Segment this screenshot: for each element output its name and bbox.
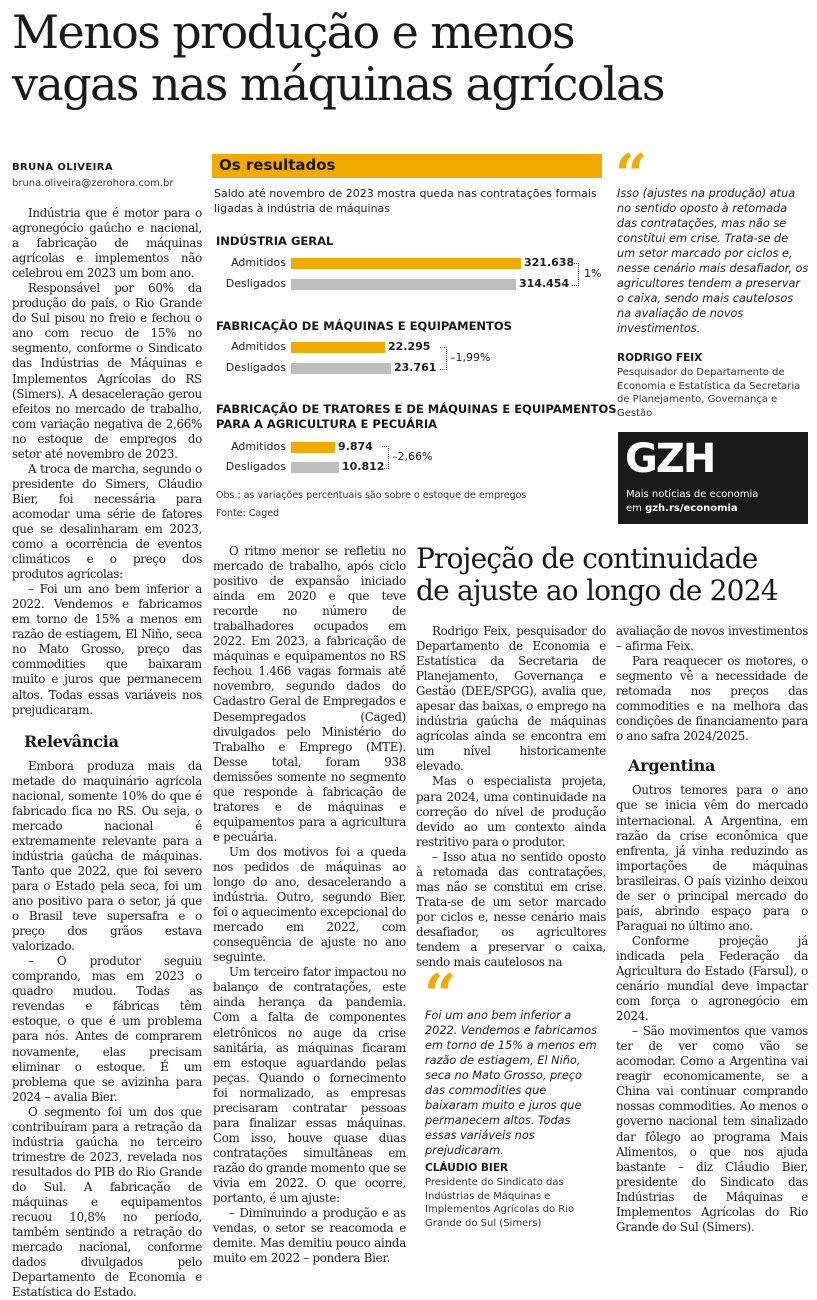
bar-value: 321.638 bbox=[524, 256, 575, 269]
bar-desligados-tratores bbox=[291, 462, 339, 473]
variation-bracket bbox=[382, 446, 389, 469]
quote-author-role: Pesquisador do Departamento de Economia e Estatística da Secretaria de Planejamento, Governança e Gestão bbox=[617, 367, 801, 419]
paragraph: Embora produza mais da metade do maquinário agrícola nacional, somente 10% do que é fabricado fica no RS. Ou seja, o mercado nacional é extremamente relevante para a indústria gaúcha de máquinas. Tanto que 2022, que foi severo para o Estado pela seca, foi um ano positivo para o setor, já que o Brasil teve supersafra e o preço dos grãos estava valorizado. bbox=[12, 758, 202, 954]
chart-heading: Os resultados bbox=[219, 156, 336, 174]
chart-source: Fonte: Caged bbox=[216, 508, 280, 519]
bar-label-admitidos: Admitidos bbox=[231, 256, 286, 269]
bar-label-desligados: Desligados bbox=[225, 361, 286, 374]
headline-line-2: vagas nas máquinas agrícolas bbox=[12, 57, 664, 111]
quote-mark-icon: “ bbox=[615, 142, 648, 208]
variation-value: 1% bbox=[584, 267, 602, 280]
headline-line-1: Menos produção e menos bbox=[12, 5, 574, 59]
bar-label-desligados: Desligados bbox=[225, 460, 286, 473]
paragraph: Conforme projeção já indicada pela Federação da Agricultura do Estado (Farsul), o cenário mundial deve impactar com força o agronegócio em 2024. bbox=[616, 933, 808, 1024]
bar-label-admitidos: Admitidos bbox=[231, 340, 286, 353]
chart-group-label-2: FABRICAÇÃO DE MÁQUINAS E EQUIPAMENTOS bbox=[216, 319, 512, 333]
variation-bracket bbox=[572, 263, 579, 286]
paragraph: – Diminuindo a produção e as vendas, o setor se reacomoda e demite. Mas demitiu pouco ainda muito em 2022 – pondera Bier. bbox=[213, 1206, 406, 1266]
article-column-1 bbox=[12, 206, 202, 1300]
chart-group-label-3-line-1: FABRICAÇÃO DE TRATORES E DE MÁQUINAS E EQUIPAMENTOS bbox=[216, 402, 617, 416]
chart-group-label-3-line-2: PARA A AGRICULTURA E PECUÁRIA bbox=[216, 417, 438, 431]
article-column-3 bbox=[416, 624, 606, 970]
paragraph: Outros temores para o ano que se inicia vêm do mercado internacional. A Argentina, em razão da crise econômica que enfrenta, já vinha reduzindo as importações de máquinas brasileiras. O país vizinho deixou de ser o principal mercado do país, abrindo espaço para o Paraguai no último ano. bbox=[616, 783, 808, 933]
headline bbox=[12, 6, 812, 110]
section-headline-projecao bbox=[416, 543, 814, 607]
chart-group-label-1: INDÚSTRIA GERAL bbox=[216, 234, 334, 248]
bar-desligados-maquinas bbox=[291, 363, 391, 374]
gzh-promo-link-line bbox=[626, 503, 738, 514]
paragraph: Um dos motivos foi a queda nos pedidos de máquinas ao longo do ano, desacelerando a indústria. Outro, segundo Bier, foi o aquecimento excepcional do mercado em 2022, com consequência de ajuste no ano seguinte. bbox=[213, 844, 406, 965]
bar-admitidos-maquinas bbox=[291, 342, 385, 353]
subhead-relevancia: Relevância bbox=[24, 731, 119, 751]
bar-value: 9.874 bbox=[338, 440, 373, 453]
bar-value: 22.295 bbox=[388, 340, 431, 353]
pull-quote-feix: Isso (ajustes na produção) atua no sentido oposto à retomada das contratações, mas não se constitui em crise. Trata-se de um setor marcado por ciclos e, nesse cenário mais desafiador, os agricultores tendem a preservar o caixa, sendo mais cautelosos na avaliação de novos investimentos. bbox=[617, 187, 809, 335]
paragraph: O ritmo menor se refletiu no mercado de trabalho, após ciclo positivo de expansão iniciado ainda em 2020 e que teve recorde no número de trabalhadores ocupados em 2022. Em 2023, a fabricação de máquinas e equipamentos no RS fechou 1.466 vagas formais até novembro, segundo dados do Cadastro Geral de Empregados e Desempregados (Caged) divulgados pelo Ministério do Trabalho e Emprego (MTE). Desse total, foram 938 demissões somente no segmento que responde à fabricação de tratores e de máquinas e equipamentos para a agricultura e pecuária. bbox=[213, 544, 406, 844]
variation-bracket bbox=[440, 347, 447, 370]
paragraph: Para reaquecer os motores, o segmento vê a necessidade de retomada nos preços das commodities e na melhora das condições de financiamento para o ano safra 2024/2025. bbox=[616, 654, 808, 744]
author-name: BRUNA OLIVEIRA bbox=[12, 162, 113, 173]
paragraph: avaliação de novos investimentos – afirma Feix. bbox=[616, 624, 808, 654]
author-email[interactable]: bruna.oliveira@zerohora.com.br bbox=[12, 178, 174, 189]
paragraph: Indústria que é motor para o agronegócio gaúcho e nacional, a fabricação de máquinas agrícolas e implementos não celebrou em 2023 um bom ano. bbox=[12, 206, 202, 281]
bar-label-desligados: Desligados bbox=[225, 277, 286, 290]
chart-group-label-3 bbox=[216, 402, 617, 432]
variation-value: –2,66% bbox=[392, 450, 433, 463]
gzh-link-prefix: em bbox=[626, 503, 646, 514]
paragraph: Mas o especialista projeta, para 2024, uma continuidade na correção do nível de produção devido ao um contexto ainda restritivo para o produtor. bbox=[416, 774, 606, 849]
paragraph: Rodrigo Feix, pesquisador do Departamento de Economia e Estatística da Secretaria de Planejamento, Governança e Gestão (DEE/SPGG), avalia que, apesar das baixas, o emprego na indústria gaúcha de máquinas agrícolas ainda se encontra em um nível historicamente elevado. bbox=[416, 624, 606, 774]
bar-value: 23.761 bbox=[394, 361, 437, 374]
quote-author-role: Presidente do Sindicato das Indústrias de Máquinas e Implementos Agrícolas do Rio Grande do Sul (Simers) bbox=[425, 1177, 575, 1229]
bar-desligados-industria-geral bbox=[291, 279, 516, 290]
gzh-logo: GZH bbox=[625, 436, 715, 482]
quote-author-name: CLÁUDIO BIER bbox=[425, 1162, 509, 1174]
quote-author-name: RODRIGO FEIX bbox=[617, 352, 703, 364]
chart-heading-bar bbox=[212, 154, 602, 178]
bar-admitidos-industria-geral bbox=[291, 258, 521, 269]
article-column-4 bbox=[616, 624, 808, 1235]
gzh-promo-text: Mais notícias de economia bbox=[626, 489, 759, 500]
paragraph: Responsável por 60% da produção do país, o Rio Grande do Sul pisou no freio e fechou o ano com recuo de 15% no segmento, conforme o Sindicato das Indústrias de Máquinas e Implementos Agrícolas do RS (Simers). A desaceleração gerou efeitos no mercado de trabalho, com variação negativa de 2,66% no estoque de empregos do setor até novembro de 2023. bbox=[12, 281, 202, 461]
chart-intro: Saldo até novembro de 2023 mostra queda nas contratações formais ligadas à indústria de máquinas bbox=[214, 187, 597, 215]
quote-mark-icon: “ bbox=[424, 962, 457, 1028]
section-headline-line-2: de ajuste ao longo de 2024 bbox=[416, 574, 778, 607]
bar-value: 314.454 bbox=[519, 277, 570, 290]
article-column-2 bbox=[213, 544, 406, 1266]
paragraph: – Isso atua no sentido oposto à retomada das contratações, mas não se constitui em crise. Trata-se de um setor marcado por ciclos e, nesse cenário mais desafiador, os agricultores tendem a preservar o caixa, sendo mais cautelosos na bbox=[416, 849, 606, 970]
bar-admitidos-tratores bbox=[291, 442, 335, 453]
paragraph: – São movimentos que vamos ter de ver como vão se acomodar. Como a Argentina vai reagir economicamente, se a China vai continuar comprando nossas commodities. Ao menos o governo nacional tem sinalizado dar fôlego ao programa Mais Alimentos, o que nos ajuda bastante – diz Cláudio Bier, presidente do Sindicato das Indústrias de Máquinas e Implementos Agrícolas do Rio Grande do Sul (Simers). bbox=[616, 1024, 808, 1234]
pull-quote-bier: Foi um ano bem inferior a 2022. Vendemos e fabricamos em torno de 15% a menos em razão de estiagem, El Niño, seca no Mato Grosso, preço das commodities que baixaram muito e juros que permanecem altos. Todas essas variáveis nos prejudicaram. bbox=[425, 1009, 597, 1157]
gzh-link[interactable]: gzh.rs/economia bbox=[645, 503, 738, 514]
paragraph: – O produtor seguiu comprando, mas em 2023 o quadro mudou. Todas as revendas e fábricas têm estoque, o que é um problema para nós. Antes de comprarem novamente, elas precisam eliminar o estoque. É um problema que se avizinha para 2024 – avalia Bier. bbox=[12, 954, 202, 1104]
paragraph: – Foi um ano bem inferior a 2022. Vendemos e fabricamos em torno de 15% a menos em razão de estiagem, El Niño, seca no Mato Grosso, preço das commodities que baixaram muito e juros que permanecem altos. Todas essas variáveis nos prejudicaram. bbox=[12, 582, 202, 717]
bar-label-admitidos: Admitidos bbox=[231, 440, 286, 453]
section-headline-line-1: Projeção de continuidade bbox=[416, 542, 758, 575]
paragraph: Um terceiro fator impactou no balanço de contratações, este ainda herança da pandemia. Com a falta de componentes eletrônicos no auge da crise sanitária, as máquinas ficaram em estoque aguardando pelas peças. Quando o fornecimento foi normalizado, as empresas precisaram contratar pessoas para finalizar essas máquinas. Com isso, houve quase duas contratações simultâneas em razão do grande momento que se vivia em 2022. O que ocorre, portanto, é um ajuste: bbox=[213, 965, 406, 1206]
paragraph: O segmento foi um dos que contribuíram para a retração da indústria gaúcha no terceiro trimestre de 2023, revelada nos resultados do PIB do Rio Grande do Sul. A fabricação de máquinas e equipamentos recuou 10,8% no período, também sentindo a retração do mercado nacional, conforme dados divulgados pelo Departamento de Economia e Estatística do Estado. bbox=[12, 1104, 202, 1300]
bar-value: 10.812 bbox=[342, 460, 385, 473]
paragraph: A troca de marcha, segundo o presidente do Simers, Cláudio Bier, foi necessária para acomodar uma série de fatores que se desalinharam em 2023, como a ocorrência de eventos climáticos e o preço dos produtos agrícolas: bbox=[12, 461, 202, 582]
subhead-argentina: Argentina bbox=[628, 756, 716, 776]
chart-note: Obs.: as variações percentuais são sobre o estoque de empregos bbox=[216, 490, 527, 501]
variation-value: –1,99% bbox=[450, 351, 491, 364]
